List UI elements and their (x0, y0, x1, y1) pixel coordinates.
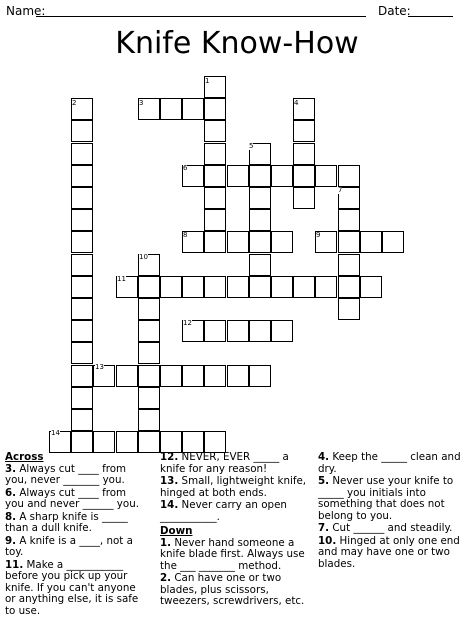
grid-cell[interactable] (71, 320, 93, 342)
grid-cell[interactable] (271, 320, 293, 342)
grid-cell[interactable] (116, 431, 138, 453)
grid-cell[interactable] (71, 409, 93, 431)
grid-cell[interactable] (271, 276, 293, 298)
clue-across-3: 3. Always cut ____ from you, never _______ you. (5, 462, 127, 486)
grid-cell[interactable] (71, 298, 93, 320)
date-label: Date: (378, 4, 411, 18)
clue-across-9: 9. A knife is a ____, not a toy. (5, 534, 133, 558)
grid-cell[interactable] (360, 276, 382, 298)
grid-cell[interactable] (71, 387, 93, 409)
grid-cell[interactable] (249, 165, 271, 187)
grid-cell[interactable] (204, 143, 226, 165)
clue-number-6: 6 (183, 164, 188, 172)
clue-down-10: 10. Hinged at only one end and may have one or two blades. (318, 534, 460, 570)
grid-cell[interactable] (249, 187, 271, 209)
grid-cell[interactable] (71, 187, 93, 209)
grid-cell[interactable] (138, 387, 160, 409)
grid-cell[interactable] (293, 276, 315, 298)
grid-cell[interactable] (249, 254, 271, 276)
grid-cell[interactable] (93, 431, 115, 453)
grid-cell[interactable] (249, 276, 271, 298)
grid-cell[interactable] (182, 276, 204, 298)
grid-cell[interactable] (204, 165, 226, 187)
grid-cell[interactable] (138, 276, 160, 298)
grid-cell[interactable] (182, 98, 204, 120)
grid-cell[interactable] (204, 431, 226, 453)
grid-cell[interactable] (227, 231, 249, 253)
grid-cell[interactable] (71, 143, 93, 165)
grid-cell[interactable] (204, 209, 226, 231)
grid-cell[interactable] (338, 209, 360, 231)
clue-number-3: 3 (139, 99, 144, 107)
grid-cell[interactable] (360, 231, 382, 253)
grid-cell[interactable] (204, 120, 226, 142)
grid-cell[interactable] (71, 231, 93, 253)
grid-cell[interactable] (293, 187, 315, 209)
down-heading: Down (160, 525, 193, 537)
grid-cell[interactable] (71, 254, 93, 276)
clue-across-8: 8. A sharp knife is _____ than a dull knife. (5, 510, 128, 534)
grid-cell[interactable] (71, 365, 93, 387)
clue-number-9: 9 (316, 231, 321, 239)
clue-across-14: 14. Never carry an open ___________. (160, 499, 287, 523)
grid-cell[interactable] (116, 365, 138, 387)
grid-cell[interactable] (338, 231, 360, 253)
clue-number-4: 4 (294, 99, 299, 107)
clue-down-7: 7. Cut ______ and steadily. (318, 522, 453, 534)
grid-cell[interactable] (138, 409, 160, 431)
grid-cell[interactable] (138, 320, 160, 342)
clue-number-5: 5 (249, 142, 254, 150)
grid-cell[interactable] (227, 276, 249, 298)
grid-cell[interactable] (338, 165, 360, 187)
clue-number-2: 2 (72, 99, 77, 107)
grid-cell[interactable] (71, 209, 93, 231)
clue-across-12: 12. NEVER, EVER _____ a knife for any reason! (160, 451, 289, 475)
grid-cell[interactable] (315, 165, 337, 187)
grid-cell[interactable] (204, 276, 226, 298)
grid-cell[interactable] (138, 365, 160, 387)
clue-number-14: 14 (51, 429, 60, 437)
grid-cell[interactable] (138, 342, 160, 364)
grid-cell[interactable] (71, 342, 93, 364)
grid-cell[interactable] (204, 365, 226, 387)
grid-cell[interactable] (138, 431, 160, 453)
grid-cell[interactable] (71, 431, 93, 453)
clue-number-10: 10 (139, 253, 148, 261)
grid-cell[interactable] (71, 276, 93, 298)
grid-cell[interactable] (182, 431, 204, 453)
clue-number-8: 8 (183, 231, 188, 239)
grid-cell[interactable] (160, 365, 182, 387)
grid-cell[interactable] (382, 231, 404, 253)
grid-cell[interactable] (204, 231, 226, 253)
grid-cell[interactable] (204, 320, 226, 342)
grid-cell[interactable] (293, 143, 315, 165)
grid-cell[interactable] (160, 98, 182, 120)
grid-cell[interactable] (338, 254, 360, 276)
grid-cell[interactable] (160, 276, 182, 298)
across-heading: Across (5, 451, 44, 463)
clue-down-4: 4. Keep the _____ clean and dry. (318, 451, 461, 475)
grid-cell[interactable] (249, 209, 271, 231)
clue-down-2: 2. Can have one or two blades, plus scissors, tweezers, screwdrivers, etc. (160, 572, 305, 607)
grid-cell[interactable] (338, 276, 360, 298)
clue-across-11: 11. Make a ___________ before you pick up your knife. If you can't anyone or anything else, it is safe to use. (5, 558, 139, 617)
grid-cell[interactable] (182, 365, 204, 387)
grid-cell[interactable] (249, 231, 271, 253)
clue-number-7: 7 (338, 186, 343, 194)
clues-col2 (160, 452, 308, 609)
grid-cell[interactable] (271, 165, 293, 187)
clue-number-1: 1 (205, 77, 210, 85)
clue-number-12: 12 (183, 319, 192, 327)
grid-cell[interactable] (338, 298, 360, 320)
grid-cell[interactable] (71, 120, 93, 142)
name-label: Name: (6, 4, 46, 18)
grid-cell[interactable] (138, 298, 160, 320)
grid-cell[interactable] (293, 120, 315, 142)
grid-cell[interactable] (71, 165, 93, 187)
grid-cell[interactable] (249, 365, 271, 387)
grid-cell[interactable] (271, 231, 293, 253)
grid-cell[interactable] (227, 365, 249, 387)
grid-cell[interactable] (249, 320, 271, 342)
grid-cell[interactable] (227, 320, 249, 342)
clue-down-1: 1. Never hand someone a knife blade first. Always use the ___ _______ method. (160, 536, 305, 572)
puzzle-title: Knife Know-How (115, 26, 359, 61)
grid-cell[interactable] (160, 431, 182, 453)
grid-cell[interactable] (204, 187, 226, 209)
grid-cell[interactable] (315, 276, 337, 298)
grid-cell[interactable] (227, 165, 249, 187)
clue-across-13: 13. Small, lightweight knife, hinged at both ends. (160, 475, 307, 499)
clue-number-11: 11 (117, 275, 126, 283)
grid-cell[interactable] (204, 98, 226, 120)
clue-number-13: 13 (95, 363, 104, 371)
across-clues-col1 (5, 452, 148, 618)
down-clues-col3 (318, 452, 470, 571)
clue-down-5: 5. Never use your knife to _____ you initials into something that does not belong to you. (318, 475, 454, 522)
clue-across-6: 6. Always cut ____ from you and never ______ you. (5, 486, 139, 510)
grid-cell[interactable] (293, 165, 315, 187)
